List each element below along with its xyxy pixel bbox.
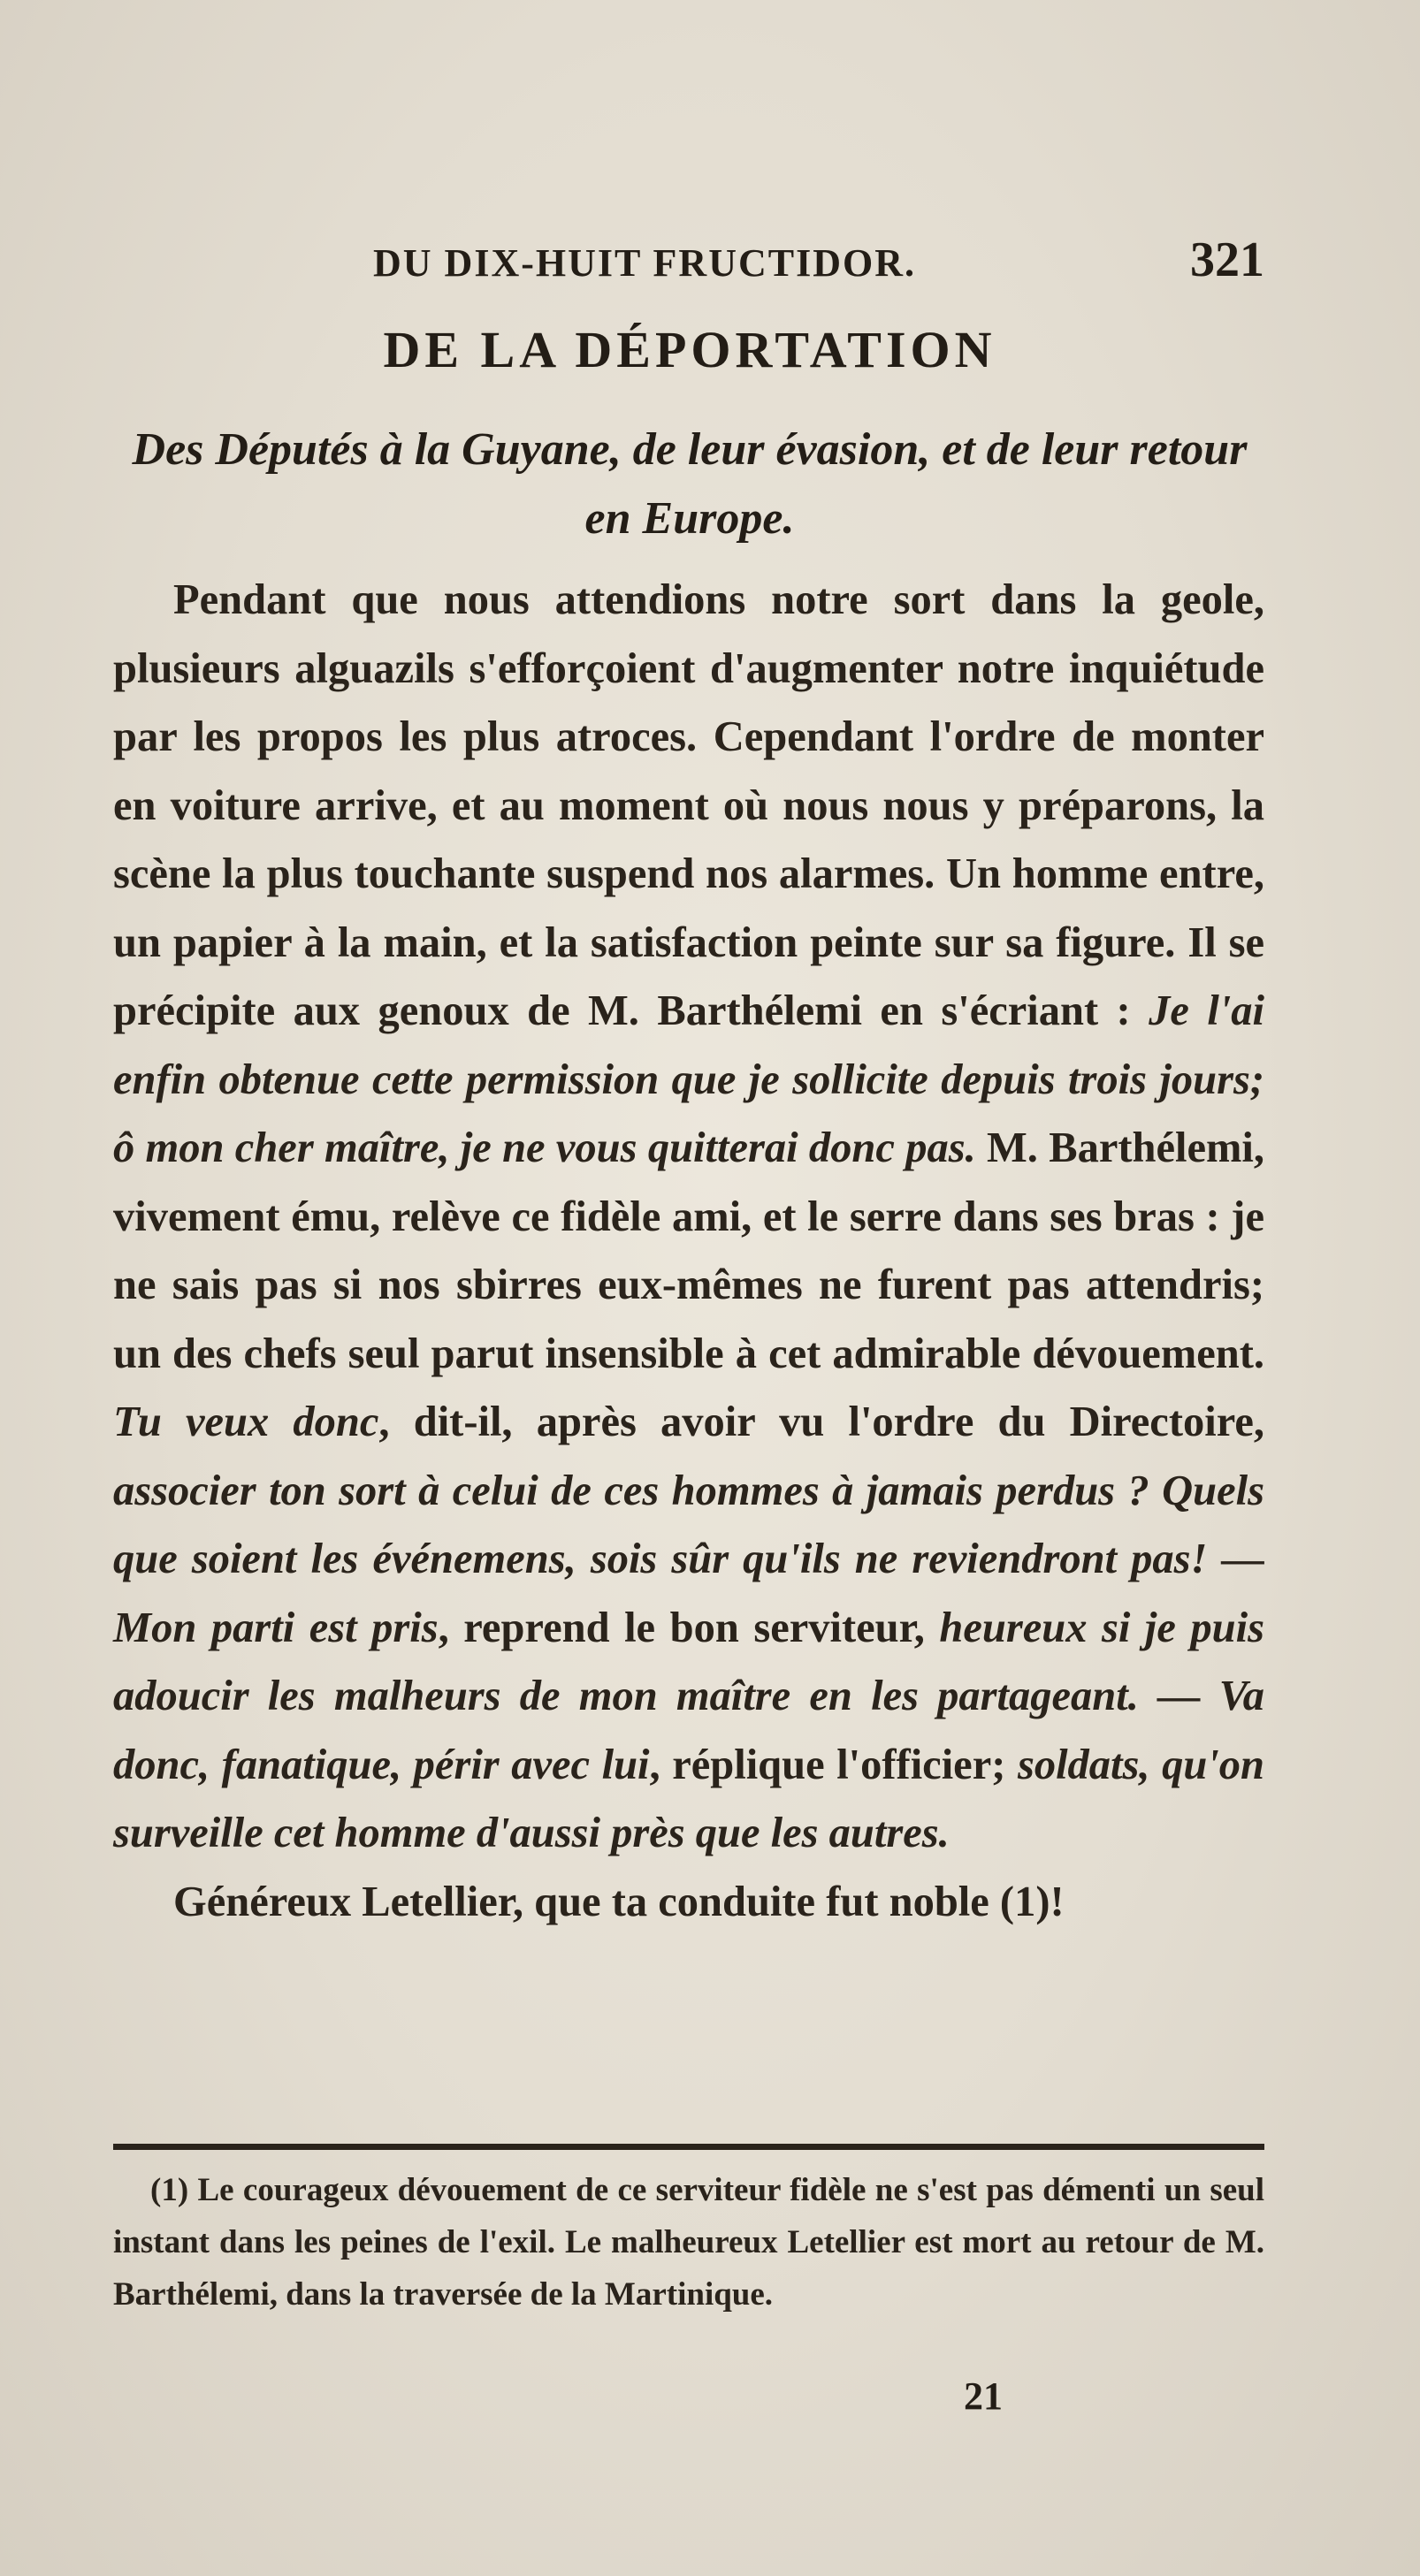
- p1-italic-3: associer ton sort à celui de ces hommes à jamais perdus ? Quels que soient les événemens, sois sûr qu'ils ne reviendront pas! — Mon parti est pris: [113, 1467, 1264, 1651]
- p1-segment-1: Pendant que nous attendions notre sort dans la geole, plusieurs alguazils s'efforçoient d'augmenter notre inquiétude par les propos les plus atroces. Cependant l'ordre de monter en voiture arrive, et au moment où nous nous y préparons, la scène la plus touchante suspend nos alarmes. Un homme entre, un papier à la main, et la satisfaction peinte sur sa figure. Il se précipite aux genoux de M. Barthélemi en s'écriant :: [113, 576, 1264, 1034]
- p1-italic-5: soldats, qu'on surveille cet homme d'aussi près que les autres.: [113, 1741, 1264, 1856]
- running-title: DU DIX-HUIT FRUCTIDOR.: [373, 241, 917, 285]
- paragraph-2: Généreux Letellier, que ta conduite fut noble (1)!: [173, 1878, 1065, 1925]
- signature-mark: 21: [964, 2374, 1003, 2418]
- p1-segment-4: , reprend le bon serviteur,: [438, 1604, 925, 1651]
- footnote-text: (1) Le courageux dévouement de ce serviteur fidèle ne s'est pas démenti un seul instant dans les peines de l'exil. Le malheureux Letellier est mort au retour de M. Barthélemi, dans la traversée de la Martinique.: [113, 2172, 1264, 2313]
- page-header: [115, 232, 1264, 302]
- footnote: [113, 2164, 1264, 2321]
- body-text: [113, 566, 1264, 1936]
- p1-segment-5: , réplique l'officier;: [649, 1741, 1006, 1788]
- p1-segment-2: M. Barthélemi, vivement ému, relève ce fidèle ami, et le serre dans ses bras : je ne sais pas si nos sbirres eux-mêmes ne furent pas attendris; un des chefs seul parut insensible à cet admirable dévouement.: [113, 1124, 1265, 1377]
- page-number: 321: [1190, 232, 1264, 287]
- chapter-subtitle: Des Députés à la Guyane, de leur évasion, et de leur retour en Europe.: [132, 424, 1248, 544]
- p1-italic-4: heureux si je puis adoucir les malheurs de mon maître en les partageant. — Va donc, fanatique, périr avec lui: [113, 1604, 1265, 1788]
- p1-italic-2: Tu veux donc: [113, 1399, 379, 1445]
- footnote-divider: [113, 2144, 1264, 2150]
- chapter-title: DE LA DÉPORTATION: [383, 321, 996, 378]
- paragraph-1: [113, 566, 1264, 1868]
- p1-italic-1: Je l'ai enfin obtenue cette permission que je sollicite depuis trois jours; ô mon cher maître, je ne vous quitterai donc pas.: [113, 987, 1264, 1171]
- p1-segment-3: , dit-il, après avoir vu l'ordre du Directoire,: [378, 1399, 1265, 1445]
